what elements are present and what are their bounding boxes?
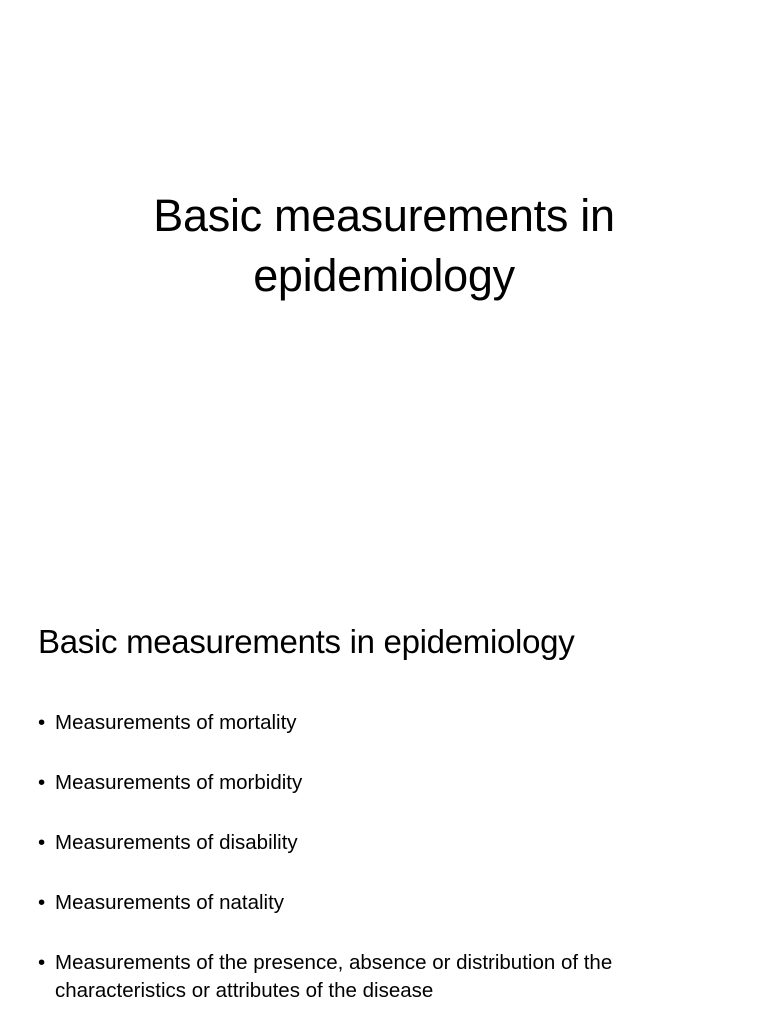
slide-title-line: Basic measurements in: [153, 190, 615, 241]
bullet-icon: •: [38, 771, 46, 794]
slide-title: [0, 186, 768, 306]
bullet-icon: •: [38, 951, 46, 974]
slide-heading: Basic measurements in epidemiology: [38, 623, 575, 660]
bullet-text: Measurements of morbidity: [55, 771, 303, 794]
bullet-list: [38, 709, 738, 1005]
bullet-icon: •: [38, 831, 46, 854]
bullet-text: Measurements of mortality: [55, 711, 297, 734]
bullet-text: Measurements of the presence, absence or distribution of the characteristics or attributes of the disease: [55, 951, 613, 1002]
bullet-text: Measurements of natality: [55, 891, 285, 914]
bullet-text: Measurements of disability: [55, 831, 298, 854]
bullet-item-disability: [38, 829, 738, 857]
slide-title-line: epidemiology: [253, 250, 515, 301]
bullet-item-morbidity: [38, 769, 738, 797]
bullet-icon: •: [38, 711, 46, 734]
bullet-item-mortality: [38, 709, 738, 737]
bullet-icon: •: [38, 891, 46, 914]
content-slide: [0, 576, 768, 1024]
bullet-item-disease-attributes: [38, 949, 738, 1005]
bullet-item-natality: [38, 889, 738, 917]
